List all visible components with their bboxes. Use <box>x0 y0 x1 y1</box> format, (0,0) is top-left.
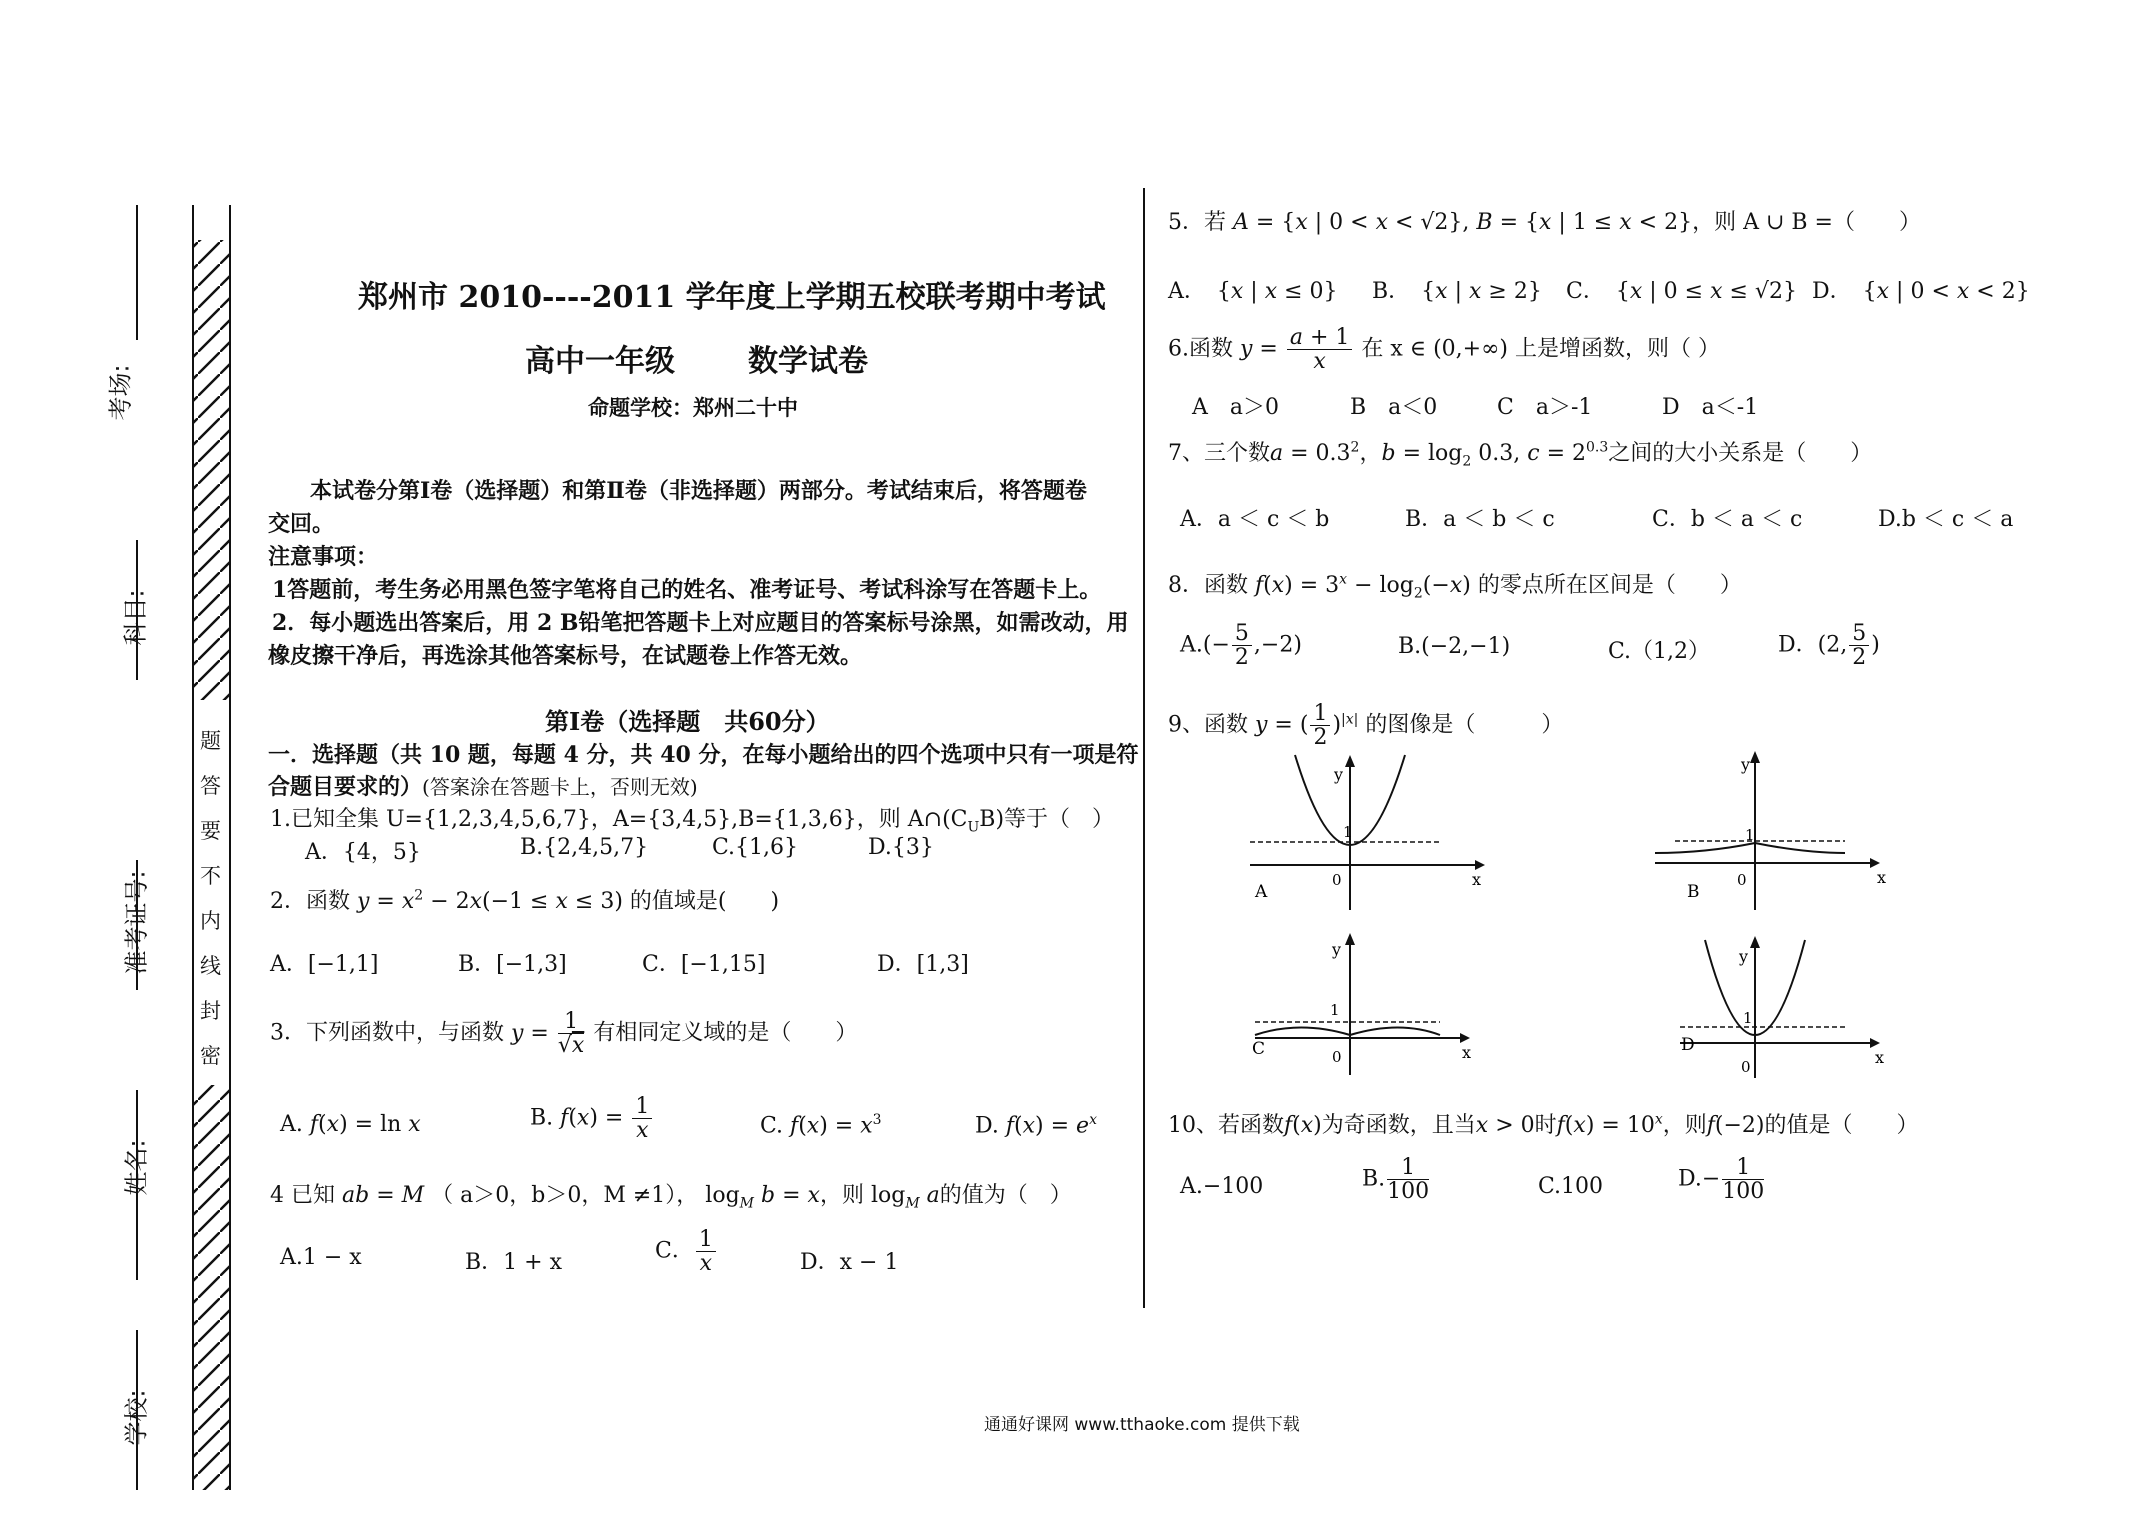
q4-option-c <box>655 1228 718 1275</box>
q10-stem-mid3: ，则 <box>1662 1113 1707 1138</box>
q7-option-a: A．a ＜ c ＜ b <box>1180 507 1330 532</box>
x-arrow-icon <box>1460 1033 1470 1043</box>
q1-option-b: B.{2,4,5,7} <box>520 835 649 860</box>
q10-b-fraction: $\frac{1}{100}$ <box>1387 1155 1430 1205</box>
q3-stem <box>270 1010 857 1057</box>
q10-stem-mid1: 为奇函数，且当 <box>1321 1113 1476 1138</box>
q9-fraction: $\frac{1}{2}$ <box>1310 702 1330 749</box>
q5-d-label: D． <box>1812 279 1841 304</box>
q1-option-c: C.{1,6} <box>712 835 799 860</box>
y-label: y <box>1334 765 1344 784</box>
q7-stem-post: 之间的大小关系是（ ） <box>1608 441 1873 466</box>
q3-b-label: B. <box>530 1105 554 1131</box>
q9-graph-d <box>1645 930 1895 1080</box>
seal-char: 要 <box>200 819 221 843</box>
q5-c-label: C． <box>1566 279 1594 304</box>
q5-option-c: C． {x | 0 ≤ x ≤ √2} <box>1566 279 1797 304</box>
q10-option-b <box>1362 1156 1431 1203</box>
q3-option-d: D. $f(x) = e^x$ <box>975 1112 1097 1139</box>
q3-formula: y = $\frac{1}{√x}$ <box>511 1009 585 1059</box>
q2-option-b: B．[−1,3] <box>458 952 567 977</box>
field-school: 学校: <box>122 1389 151 1446</box>
q4-stem-end: 的值为（ ） <box>939 1183 1072 1208</box>
q7-option-d: D.b ＜ c ＜ a <box>1878 507 2014 532</box>
q2-option-c: C．[−1,15] <box>642 952 766 977</box>
q1-stem <box>270 802 1114 835</box>
q10-b-label: B. <box>1362 1166 1386 1192</box>
x-arrow-icon <box>1870 858 1880 868</box>
seal-char: 线 <box>200 954 221 978</box>
q8-stem-post: 的零点所在区间是（ ） <box>1477 573 1742 598</box>
q2-stem-pre: 2．函数 <box>270 889 350 914</box>
q3-fraction: $\frac{1}{√x}$ <box>557 1009 585 1059</box>
section-instruction-a: 一．选择题（共 10 题，每题 4 分，共 40 分，在每小题给出的四个选项中只有一项是符 <box>268 742 1139 768</box>
x-label: x <box>1875 1048 1885 1067</box>
q6-fraction: $\frac{a + 1}{x}$ <box>1287 326 1353 373</box>
q10-stem-pre: 10、若函数 <box>1168 1113 1284 1138</box>
q10-d-label: D.− <box>1678 1166 1721 1192</box>
q10-stem-mid2: 时 <box>1534 1113 1557 1138</box>
q4-option-a: A.1 − x <box>280 1245 362 1270</box>
q8-option-d: D．(2, $\frac{5}{2}$ ) <box>1778 621 1880 671</box>
q3-option-c: C. $f(x) = x^3$ <box>760 1112 882 1139</box>
one-label: 1 <box>1330 1001 1340 1019</box>
q3-b-fraction: $\frac{1}{x}$ <box>632 1095 652 1142</box>
q7-stem: 7、三个数$a = 0.3^2$，$b = \log_2 0.3$, $c = 2^{0.3}$之间的大小关系是（ ） <box>1168 439 1873 470</box>
y-label: y <box>1741 755 1751 774</box>
q8-option-a: A.(− $\frac{5}{2}$ ,−2) <box>1180 621 1302 671</box>
field-subject: 科目: <box>121 589 150 646</box>
binding-lines <box>0 0 240 1518</box>
q3-option-a: A. f(x) = ln x <box>280 1112 421 1137</box>
q1-option-d: D.{3} <box>868 835 934 860</box>
q4-option-d: D．x − 1 <box>800 1250 899 1275</box>
graph-label: C <box>1252 1039 1266 1059</box>
q5-option-b: B． {x | x ≥ 2} <box>1372 279 1542 304</box>
q4-option-b: B．1 + x <box>465 1250 562 1275</box>
note-2a: 2．每小题选出答案后，用 2 B铅笔把答题卡上对应题目的答案标号涂黑，如需改动，用 <box>272 610 1129 636</box>
one-label: 1 <box>1743 1009 1753 1027</box>
q2-option-a: A．[−1,1] <box>270 952 379 977</box>
q4-c-fraction: $\frac{1}{x}$ <box>696 1228 716 1275</box>
q8-a-label: A. <box>1180 632 1203 658</box>
q9-stem-pre: 9、函数 <box>1168 712 1248 738</box>
q4-condition: （ a＞0，b＞0，M ≠1）， <box>431 1183 699 1208</box>
zero-label: 0 <box>1741 1058 1751 1076</box>
footer-text: 通通好课网 www.tthaoke.com 提供下载 <box>984 1415 1300 1435</box>
q10-option-a: A.−100 <box>1180 1174 1264 1199</box>
zero-label: 0 <box>1332 871 1342 889</box>
y-label: y <box>1739 947 1749 966</box>
subject-title: 数学试卷 <box>748 344 868 379</box>
q8-stem: 8．函数 $f(x) = 3^x - \log_2(-x)$ 的零点所在区间是（ ） <box>1168 571 1742 602</box>
q10-d-fraction: $\frac{1}{100}$ <box>1722 1155 1765 1205</box>
seal-char: 内 <box>200 909 221 933</box>
note-2b: 橡皮擦干净后，再选涂其他答案标号，在试题卷上作答无效。 <box>268 643 863 669</box>
y-arrow-icon <box>1345 933 1355 945</box>
q8-d-label: D． <box>1778 632 1818 658</box>
q1-sub: U <box>967 819 980 836</box>
one-label: 1 <box>1745 826 1755 844</box>
intro-line-1: 本试卷分第Ⅰ卷（选择题）和第Ⅱ卷（非选择题）两部分。考试结束后，将答题卷 <box>310 478 1087 504</box>
section-title: 第Ⅰ卷（选择题 共60分） <box>545 707 830 736</box>
q4-c-label: C． <box>655 1238 694 1264</box>
q10-option-d <box>1678 1156 1766 1203</box>
q9-graph-b <box>1645 745 1895 915</box>
column-divider <box>1143 188 1145 1308</box>
y-arrow-icon <box>1345 755 1355 767</box>
q7-stem-pre: 7、三个数 <box>1168 441 1270 466</box>
y-arrow-icon <box>1750 936 1760 948</box>
curve <box>1655 843 1845 853</box>
zero-label: 0 <box>1332 1048 1342 1066</box>
q5-stem-pre: 5．若 <box>1168 210 1226 235</box>
q1-option-a: A．{4，5} <box>305 840 421 865</box>
q5-a-label: A． <box>1168 279 1195 304</box>
seal-char: 不 <box>200 864 221 888</box>
x-label: x <box>1877 868 1887 887</box>
q5-stem <box>1168 205 1921 236</box>
q7-stem-mid: ， <box>1359 441 1382 466</box>
curve <box>1255 1028 1440 1036</box>
q2-formula: $y = x^2 - 2x(-1 \le x \le 3)$ <box>357 887 623 914</box>
x-label: x <box>1462 1043 1472 1062</box>
q2-option-d: D．[1,3] <box>877 952 969 977</box>
y-label: y <box>1332 940 1342 959</box>
q3-c-label: C. <box>760 1113 784 1139</box>
q9-graph-c <box>1240 930 1490 1080</box>
q6-stem: 6.函数 y = $\frac{a + 1}{x}$ 在 x ∈ (0,+∞) 上是增函数，则（ ） <box>1168 325 1720 375</box>
section-instruction-b <box>268 770 698 801</box>
graph-label: A <box>1255 882 1268 902</box>
q3-stem-pre: 3．下列函数中，与函数 <box>270 1020 504 1046</box>
seal-char: 题 <box>200 729 221 753</box>
q10-option-c: C.100 <box>1538 1174 1604 1199</box>
q6-stem-pre: 6.函数 <box>1168 336 1233 362</box>
field-exam-room: 考场: <box>106 364 135 421</box>
grade-title: 高中一年级 <box>525 344 675 379</box>
q3-d-label: D. <box>975 1113 999 1139</box>
q5-option-a: A． {x | x ≤ 0} <box>1168 279 1338 304</box>
field-name: 姓名: <box>122 1139 151 1196</box>
zero-label: 0 <box>1737 871 1747 889</box>
q3-a-label: A. <box>280 1112 303 1137</box>
notes-title: 注意事项： <box>268 544 379 570</box>
instruction-b-bold: 合题目要求的） <box>268 774 423 800</box>
field-admission-no: 准考证号: <box>122 870 151 975</box>
q10-stem: 10、若函数f(x)为奇函数，且当x > 0时$f(x) = 10^x$，则f(−2)的值是（ ） <box>1168 1111 1919 1138</box>
q7-option-c: C．b ＜ a ＜ c <box>1652 507 1803 532</box>
exam-title: 郑州市 2010----2011 学年度上学期五校联考期中考试 <box>358 280 1106 315</box>
note-1: 1答题前，考生务必用黑色签字笔将自己的姓名、准考证号、考试科涂写在答题卡上。 <box>272 577 1102 603</box>
q6-stem-post: 在 x ∈ (0,+∞) 上是增函数，则（ ） <box>1361 336 1720 362</box>
q6-option-d: D a＜-1 <box>1662 395 1759 420</box>
q8-option-b: B.(−2,−1) <box>1398 634 1511 659</box>
instruction-b-note: (答案涂在答题卡上，否则无效) <box>422 775 698 799</box>
q8-a-fraction: $\frac{5}{2}$ <box>1232 622 1252 669</box>
q8-d-fraction: $\frac{5}{2}$ <box>1849 622 1869 669</box>
intro-line-2: 交回。 <box>268 511 335 537</box>
q8-option-c: C.（1,2） <box>1608 639 1711 664</box>
seal-char: 封 <box>200 999 221 1023</box>
q5-b-label: B． <box>1372 279 1400 304</box>
q10-stem-post: 的值是（ ） <box>1764 1113 1919 1138</box>
q4-stem-post: ，则 <box>819 1183 864 1208</box>
q1-stem-text: 1.已知全集 U={1,2,3,4,5,6,7}，A={3,4,5},B={1,3,6}，则 A∩(C <box>270 807 968 832</box>
q7-option-b: B．a ＜ b ＜ c <box>1405 507 1555 532</box>
q1-stem-tail: B)等于（ ） <box>979 807 1115 832</box>
y-arrow-icon <box>1750 751 1760 763</box>
q5-stem-post: ，则 A ∪ B =（ ） <box>1692 210 1921 235</box>
school-line: 命题学校：郑州二十中 <box>588 395 798 420</box>
q2-stem <box>270 884 779 915</box>
seal-char: 密 <box>200 1044 221 1068</box>
q4-stem: 4 已知 ab = M （ a＞0，b＞0，M ≠1）， $\log_M b = x$，则 $\log_M a$的值为（ ） <box>270 1183 1072 1212</box>
q3-option-b: B. f(x) = $\frac{1}{x}$ <box>530 1095 654 1142</box>
q6-option-c: C a＞-1 <box>1497 395 1593 420</box>
q3-stem-post: 有相同定义域的是（ ） <box>593 1020 858 1046</box>
q9-stem: 9、函数 y = ( $\frac{1}{2}$ )$^{|x|}$ 的图像是（ ） <box>1168 701 1564 751</box>
graph-label: D <box>1681 1035 1695 1055</box>
x-arrow-icon <box>1475 860 1485 870</box>
graph-label: B <box>1687 882 1700 902</box>
q6-option-b: B a＜0 <box>1350 395 1438 420</box>
q5-sets: A = {x | 0 < x < √2}, B = {x | 1 ≤ x < 2} <box>1233 210 1693 235</box>
q9-graph-a <box>1240 745 1490 915</box>
seal-char: 答 <box>200 774 221 798</box>
q2-stem-post: 的值域是( ) <box>629 889 780 914</box>
q5-option-d: D． {x | 0 < x < 2} <box>1812 279 2030 304</box>
x-arrow-icon <box>1870 1038 1880 1048</box>
q6-option-a: A a＞0 <box>1192 395 1280 420</box>
one-label: 1 <box>1343 823 1353 841</box>
q9-stem-post: 的图像是（ ） <box>1365 712 1564 738</box>
q4-stem-pre: 4 已知 <box>270 1183 335 1208</box>
x-label: x <box>1472 870 1482 889</box>
q8-stem-pre: 8．函数 <box>1168 573 1248 598</box>
